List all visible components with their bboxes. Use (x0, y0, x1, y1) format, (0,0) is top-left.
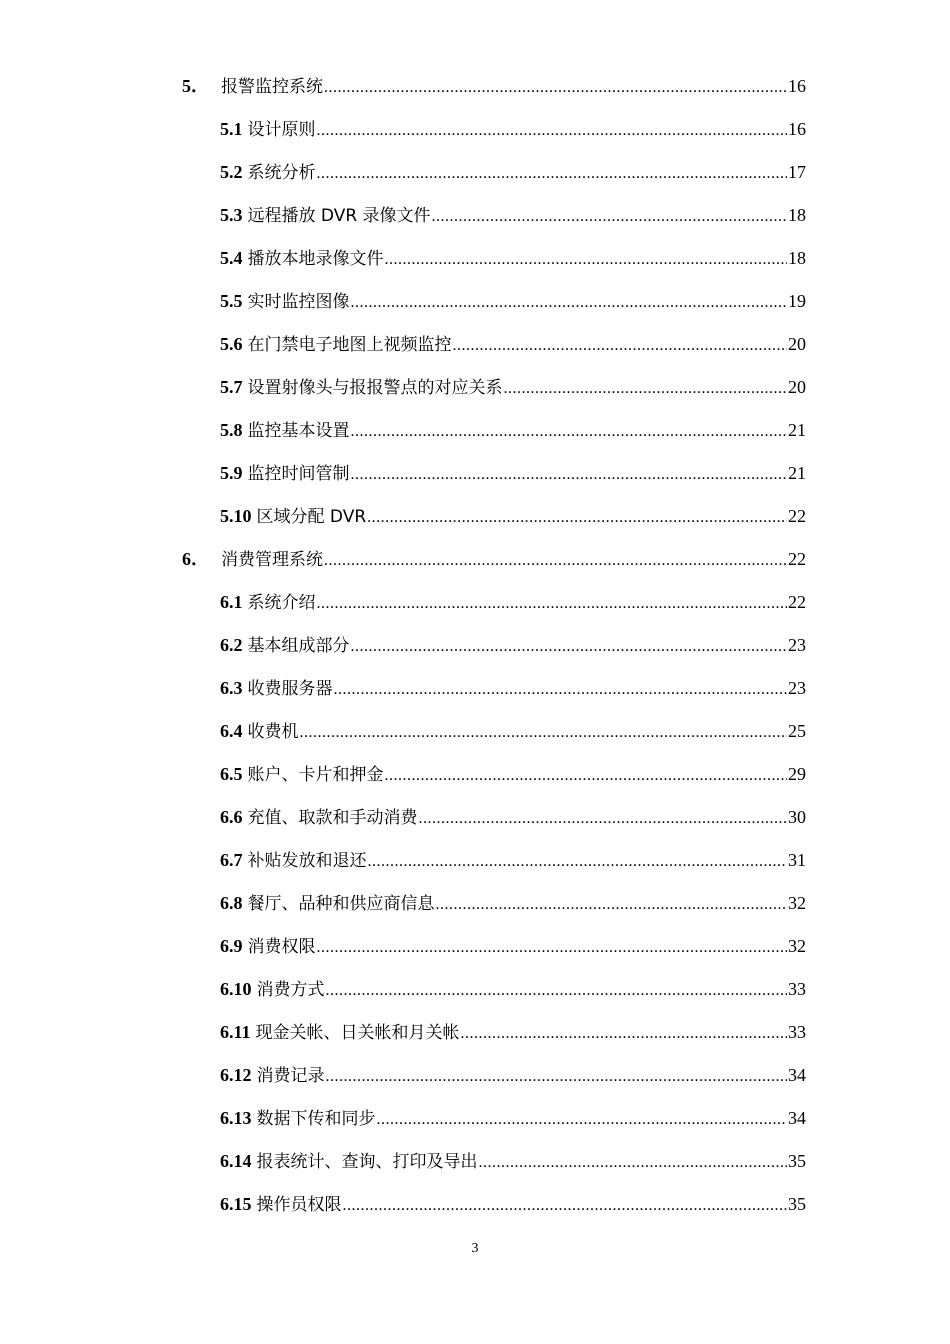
toc-entry-number: 6.12 (220, 1065, 252, 1085)
toc-entry-number: 6.13 (220, 1108, 252, 1128)
toc-entry-title: 区域分配 DVR (256, 507, 367, 527)
toc-entry-page: 34 (788, 1108, 806, 1128)
toc-entry-title: 充值、取款和手动消费 (247, 808, 418, 828)
toc-entry-title: 现金关帐、日关帐和月关帐 (255, 1023, 460, 1043)
toc-section-entry[interactable] (0, 1140, 950, 1183)
toc-entry-title: 账户、卡片和押金 (247, 765, 384, 785)
toc-entry-number: 6.6 (220, 807, 243, 827)
toc-entry-title: 补贴发放和退还 (247, 851, 367, 871)
toc-entry-number: 6.7 (220, 850, 243, 870)
toc-dot-leader (324, 539, 787, 582)
toc-entry-title: 收费机 (247, 722, 299, 742)
toc-entry-page: 32 (788, 893, 806, 913)
toc-entry-page: 29 (788, 764, 806, 784)
toc-entry-page: 21 (788, 420, 806, 440)
table-of-contents (0, 65, 950, 1226)
toc-section-entry[interactable] (0, 925, 950, 968)
toc-chapter-entry[interactable] (0, 538, 950, 581)
toc-entry-title: 数据下传和同步 (256, 1109, 376, 1129)
toc-entry-page: 35 (788, 1151, 806, 1171)
toc-entry-title: 设置射像头与报报警点的对应关系 (247, 378, 503, 398)
toc-entry-page: 18 (788, 205, 806, 225)
toc-entry-title: 消费管理系统 (221, 550, 323, 570)
toc-section-entry[interactable] (0, 710, 950, 753)
toc-section-entry[interactable] (0, 108, 950, 151)
toc-entry-number: 5.3 (220, 205, 243, 225)
toc-entry-number: 6.5 (220, 764, 243, 784)
toc-entry-page: 20 (788, 334, 806, 354)
toc-dot-leader (419, 797, 788, 840)
toc-section-entry[interactable] (0, 151, 950, 194)
toc-dot-leader (351, 410, 788, 453)
toc-dot-leader (351, 453, 788, 496)
toc-entry-page: 22 (788, 549, 806, 569)
toc-entry-page: 23 (788, 678, 806, 698)
toc-dot-leader (385, 238, 788, 281)
toc-entry-title: 操作员权限 (256, 1195, 342, 1215)
toc-entry-number: 6． (182, 549, 209, 569)
toc-section-entry[interactable] (0, 1183, 950, 1226)
toc-dot-leader (326, 1055, 788, 1098)
toc-section-entry[interactable] (0, 237, 950, 280)
toc-entry-number: 5.1 (220, 119, 243, 139)
toc-entry-number: 6.15 (220, 1194, 252, 1214)
toc-entry-number: 6.9 (220, 936, 243, 956)
toc-entry-title: 基本组成部分 (247, 636, 350, 656)
toc-entry-page: 22 (788, 592, 806, 612)
toc-entry-page: 33 (788, 979, 806, 999)
toc-entry-title: 设计原则 (247, 120, 316, 140)
toc-dot-leader (436, 883, 788, 926)
toc-entry-page: 20 (788, 377, 806, 397)
toc-entry-number: 6.10 (220, 979, 252, 999)
toc-entry-page: 18 (788, 248, 806, 268)
toc-dot-leader (326, 969, 788, 1012)
toc-entry-number: 5.6 (220, 334, 243, 354)
toc-section-entry[interactable] (0, 753, 950, 796)
toc-entry-title: 报表统计、查询、打印及导出 (256, 1152, 478, 1172)
toc-entry-page: 21 (788, 463, 806, 483)
toc-dot-leader (317, 152, 788, 195)
toc-section-entry[interactable] (0, 1054, 950, 1097)
toc-entry-title: 报警监控系统 (221, 77, 323, 97)
toc-dot-leader (504, 367, 788, 410)
toc-section-entry[interactable] (0, 409, 950, 452)
toc-chapter-entry[interactable] (0, 65, 950, 108)
toc-entry-number: 6.8 (220, 893, 243, 913)
toc-entry-number: 6.2 (220, 635, 243, 655)
toc-dot-leader (324, 66, 787, 109)
toc-dot-leader (351, 625, 788, 668)
toc-section-entry[interactable] (0, 1011, 950, 1054)
toc-section-entry[interactable] (0, 796, 950, 839)
toc-entry-number: 6.3 (220, 678, 243, 698)
toc-entry-page: 33 (788, 1022, 806, 1042)
toc-entry-title: 播放本地录像文件 (247, 249, 384, 269)
toc-section-entry[interactable] (0, 667, 950, 710)
toc-dot-leader (351, 281, 788, 324)
toc-entry-number: 5.4 (220, 248, 243, 268)
toc-entry-number: 5.5 (220, 291, 243, 311)
toc-entry-title: 消费方式 (256, 980, 325, 1000)
toc-entry-number: 6.4 (220, 721, 243, 741)
toc-entry-number: 5.10 (220, 506, 252, 526)
toc-dot-leader (479, 1141, 788, 1184)
toc-entry-number: 5.9 (220, 463, 243, 483)
toc-dot-leader (368, 840, 788, 883)
toc-dot-leader (317, 109, 788, 152)
toc-entry-page: 16 (788, 119, 806, 139)
toc-dot-leader (367, 496, 787, 539)
toc-entry-page: 25 (788, 721, 806, 741)
toc-dot-leader (453, 324, 788, 367)
toc-entry-title: 监控时间管制 (247, 464, 350, 484)
toc-entry-page: 32 (788, 936, 806, 956)
toc-dot-leader (334, 668, 788, 711)
toc-dot-leader (343, 1184, 788, 1227)
toc-entry-page: 16 (788, 76, 806, 96)
toc-section-entry[interactable] (0, 968, 950, 1011)
toc-section-entry[interactable] (0, 194, 950, 237)
toc-section-entry[interactable] (0, 624, 950, 667)
toc-dot-leader (317, 582, 788, 625)
toc-entry-title: 收费服务器 (247, 679, 333, 699)
toc-entry-page: 19 (788, 291, 806, 311)
toc-entry-page: 22 (788, 506, 806, 526)
toc-section-entry[interactable] (0, 323, 950, 366)
toc-entry-number: 6.11 (220, 1022, 251, 1042)
toc-entry-number: 6.14 (220, 1151, 252, 1171)
toc-dot-leader (432, 195, 787, 238)
toc-entry-title: 系统分析 (247, 163, 316, 183)
toc-section-entry[interactable] (0, 280, 950, 323)
toc-entry-title: 餐厅、品种和供应商信息 (247, 894, 435, 914)
toc-dot-leader (385, 754, 788, 797)
toc-entry-title: 监控基本设置 (247, 421, 350, 441)
toc-entry-page: 34 (788, 1065, 806, 1085)
toc-dot-leader (377, 1098, 788, 1141)
toc-entry-title: 消费权限 (247, 937, 316, 957)
toc-dot-leader (300, 711, 788, 754)
toc-entry-number: 5.2 (220, 162, 243, 182)
toc-entry-page: 31 (788, 850, 806, 870)
toc-section-entry[interactable] (0, 495, 950, 538)
toc-entry-page: 30 (788, 807, 806, 827)
page-number: 3 (471, 1241, 479, 1256)
toc-dot-leader (317, 926, 788, 969)
toc-entry-number: 6.1 (220, 592, 243, 612)
toc-entry-page: 23 (788, 635, 806, 655)
toc-dot-leader (461, 1012, 787, 1055)
toc-section-entry[interactable] (0, 882, 950, 925)
toc-entry-number: 5.7 (220, 377, 243, 397)
toc-entry-page: 35 (788, 1194, 806, 1214)
toc-entry-number: 5． (182, 76, 209, 96)
toc-entry-title: 实时监控图像 (247, 292, 350, 312)
toc-entry-title: 远程播放 DVR 录像文件 (247, 206, 431, 226)
toc-section-entry[interactable] (0, 366, 950, 409)
toc-entry-page: 17 (788, 162, 806, 182)
toc-entry-title: 消费记录 (256, 1066, 325, 1086)
toc-entry-title: 系统介绍 (247, 593, 316, 613)
toc-entry-title: 在门禁电子地图上视频监控 (247, 335, 452, 355)
toc-section-entry[interactable] (0, 452, 950, 495)
toc-section-entry[interactable] (0, 581, 950, 624)
toc-entry-number: 5.8 (220, 420, 243, 440)
toc-section-entry[interactable] (0, 839, 950, 882)
toc-section-entry[interactable] (0, 1097, 950, 1140)
